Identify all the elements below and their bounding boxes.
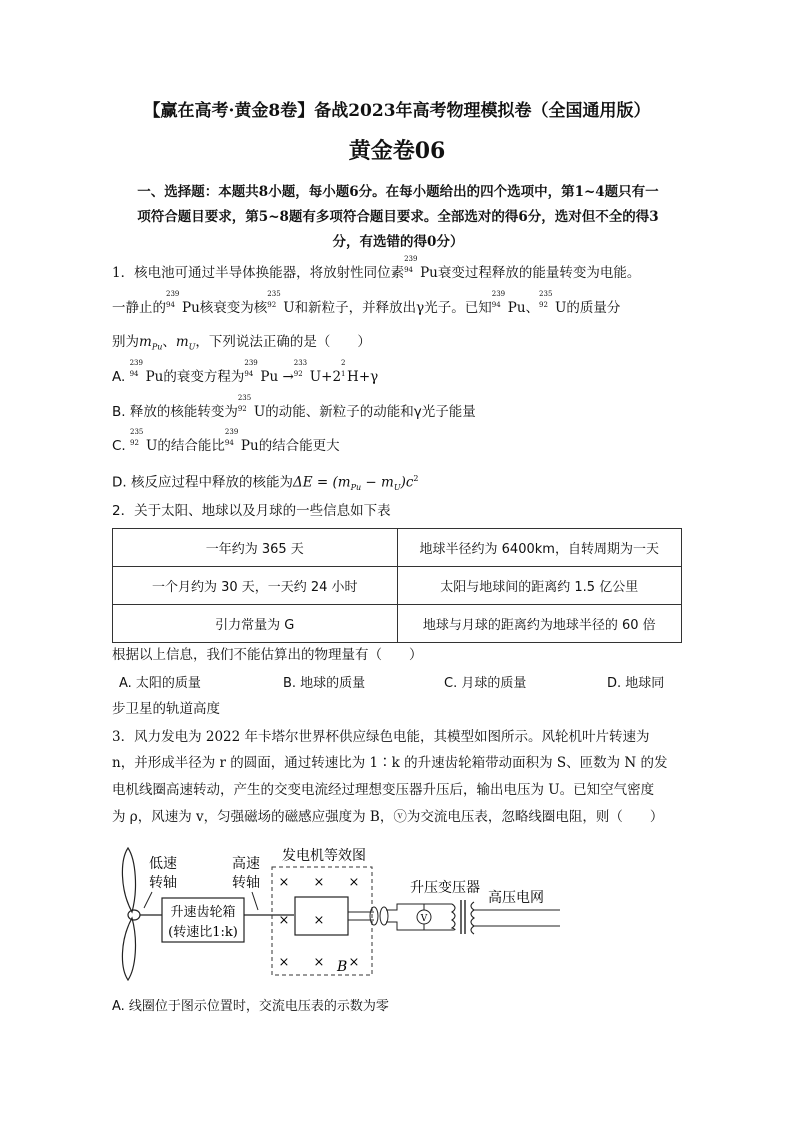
table-cell: 引力常量为 G (113, 605, 398, 643)
q2-intro: 2．关于太阳、地球以及月球的一些信息如下表 (112, 503, 391, 519)
turbine-blade-icon (122, 848, 140, 980)
svg-text:×: × (313, 913, 325, 928)
table-cell: 一年约为 365 天 (113, 529, 398, 567)
table-cell: 地球半径约为 6400km，自转周期为一天 (397, 529, 682, 567)
table-row (113, 605, 682, 643)
high-speed-label: 转轴 (232, 875, 260, 891)
section-instructions (112, 180, 684, 255)
q1-line-2: 一静止的 239 94 Pu核衰变为核 235 92 U和新粒子，并释放出γ光子。已知 239 94 Pu、 235 92 U的质量分 (112, 290, 621, 316)
wind-generator-figure (112, 840, 572, 985)
q2-option-c: C. 月球的质量 (444, 676, 527, 691)
exam-series-title: 【赢在高考·黄金8卷】备战2023年高考物理模拟卷（全国通用版） (143, 101, 651, 121)
high-speed-label: 高速 (232, 856, 260, 872)
table-row (113, 567, 682, 605)
transformer-secondary-icon (471, 902, 474, 934)
q3-line-4: 为 ρ，风速为 v，匀强磁场的磁感应强度为 B，ⓥ为交流电压表，忽略线圈电阻，则（ ） (112, 809, 664, 825)
paper-title: 黄金卷06 (348, 138, 446, 164)
q1-option-b: B. 释放的核能转变为 235 92 U的动能、新粒子的动能和γ光子能量 (112, 394, 476, 420)
svg-text:×: × (278, 875, 290, 890)
section-line: 一、选择题：本题共8小题，每小题6分。在每小题给出的四个选项中，第1~4题只有一 (137, 184, 659, 200)
transformer-primary-icon (452, 904, 455, 930)
info-table (112, 528, 682, 643)
q2-option-d-cont: 步卫星的轨道高度 (112, 701, 220, 717)
table-row (113, 529, 682, 567)
q2-option-d: D. 地球同 (607, 676, 665, 691)
generator-label: 发电机等效图 (282, 848, 366, 864)
section-line: 项符合题目要求，第5~8题有多项符合题目要求。全部选对的得6分，选对但不全的得3 (137, 209, 659, 225)
table-cell: 地球与月球的距离约为地球半径的 60 倍 (397, 605, 682, 643)
svg-text:×: × (278, 955, 290, 970)
svg-text:×: × (313, 875, 325, 890)
q3-option-a: A. 线圈位于图示位置时，交流电压表的示数为零 (112, 999, 389, 1014)
q3-line-1: 3．风力发电为 2022 年卡塔尔世界杯供应绿色电能，其模型如图所示。风轮机叶片转速为 (112, 729, 650, 745)
voltmeter-label: V (420, 914, 428, 924)
grid-label: 高压电网 (488, 890, 544, 906)
q1-line-1: 1．核电池可通过半导体换能器，将放射性同位素 239 94 Pu衰变过程释放的能量转变为电能。 (112, 255, 641, 281)
transformer-label: 升压变压器 (410, 880, 480, 896)
pu-239-nuclide: 239 94 (404, 255, 418, 274)
q1-option-a: A. 239 94 Pu的衰变方程为 239 94 Pu → 233 92 U+2 2 1 H+γ (112, 359, 379, 385)
field-crosses (279, 875, 360, 970)
q1-option-d: D. 核反应过程中释放的核能为$\Delta E = (m_{Pu} - m_U)c^2$ (112, 474, 419, 493)
q3-line-3: 电机线圈高速转动，产生的交变电流经过理想变压器升压后，输出电压为 U。已知空气密度 (112, 782, 655, 798)
q2-question: 根据以上信息，我们不能估算出的物理量有（ ） (112, 647, 423, 663)
svg-text:×: × (278, 913, 290, 928)
section-line: 分，有选错的得0分） (332, 234, 464, 250)
gearbox-label: 升速齿轮箱 (170, 905, 236, 920)
svg-text:×: × (313, 955, 325, 970)
q3-line-2: n，并形成半径为 r 的圆面，通过转速比为 1∶k 的升速齿轮箱带动面积为 S、匝数为 N 的发 (112, 755, 668, 771)
q2-option-a: A. 太阳的质量 (119, 676, 201, 691)
table-cell: 一个月约为 30 天，一天约 24 小时 (113, 567, 398, 605)
q1-line-3: 别为$m_{Pu}$、$m_U$，下列说法正确的是（ ） (112, 334, 371, 352)
field-b-label: B (337, 959, 348, 975)
svg-text:×: × (348, 875, 360, 890)
svg-text:×: × (348, 955, 360, 970)
q1-option-c: C. 235 92 U的结合能比 239 94 Pu的结合能更大 (112, 428, 340, 454)
table-cell: 太阳与地球间的距离约 1.5 亿公里 (397, 567, 682, 605)
gearbox-label: (转速比1:k) (168, 925, 238, 940)
low-speed-label: 低速 (149, 856, 177, 872)
low-speed-label: 转轴 (149, 875, 177, 891)
q2-option-b: B. 地球的质量 (283, 676, 366, 691)
